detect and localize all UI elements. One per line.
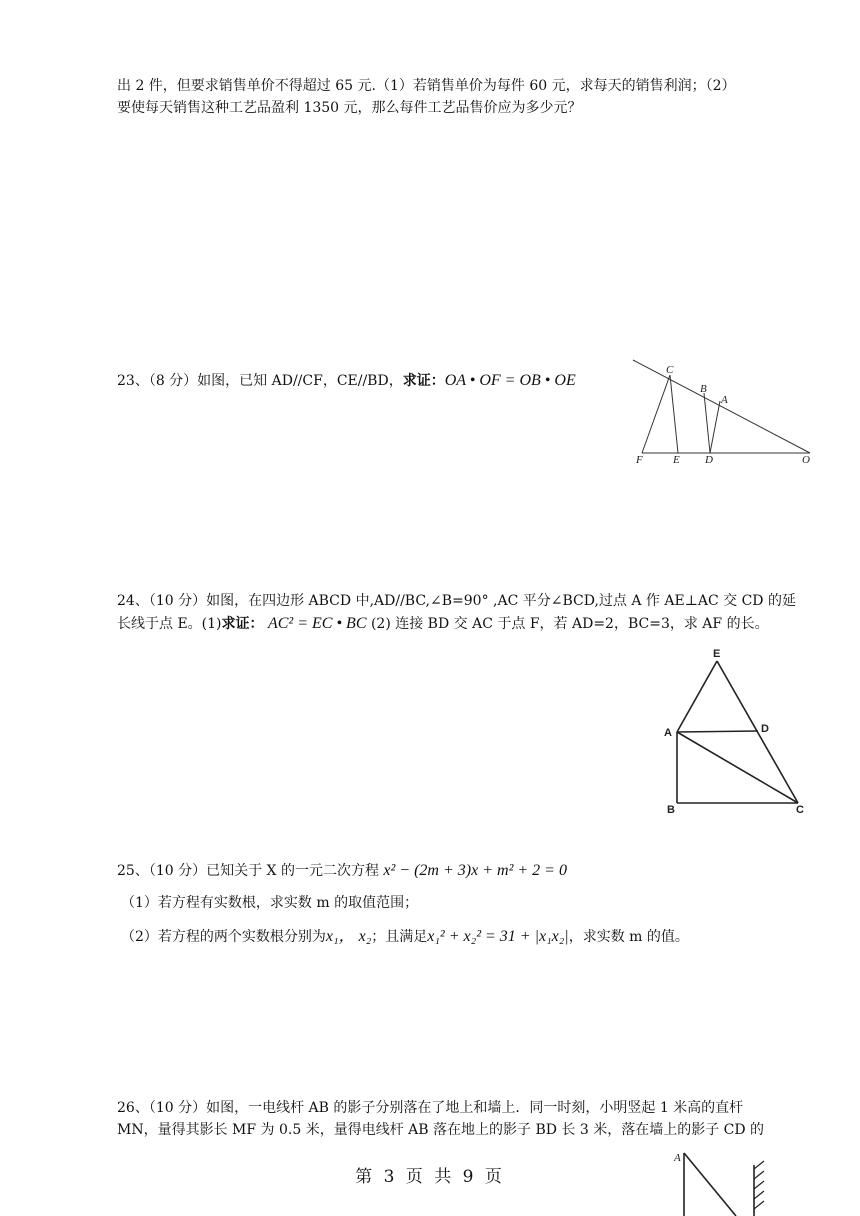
q25-stem-text: 25、（10 分）已知关于 X 的一元二次方程	[117, 863, 379, 879]
q24-line-2-start: 长线于点 E。(1)	[117, 616, 222, 632]
q25-roots: x₁， x₂	[325, 928, 372, 945]
page-footer: 第 3 页 共 9 页	[355, 1167, 505, 1187]
q24-label-c: C	[796, 804, 804, 816]
q22-line-1: 出 2 件，但要求销售单价不得超过 65 元.（1）若销售单价为每件 60 元，求每天的销售利润；（2）	[117, 78, 736, 94]
q25-condition: x₁² + x₂² = 31 + |x₁x₂|	[427, 928, 569, 945]
q24-label-e: E	[713, 648, 721, 660]
q25-part-1: （1）若方程有实数根，求实数 m 的取值范围；	[121, 895, 419, 911]
q23-label-a: A	[721, 394, 728, 406]
q23-label-e: E	[673, 454, 680, 466]
q25-part-2-b: ；且满足	[371, 929, 428, 945]
q24-line-1: 24、（10 分）如图，在四边形 ABCD 中,AD//BC,∠B=90° ,AC 平分∠BCD,过点 A 作 AE⊥AC 交 CD 的延	[117, 593, 796, 609]
q24-figure	[658, 645, 818, 820]
q25-part-2-c: ，求实数 m 的值。	[568, 929, 689, 945]
q23-formula: OA • OF = OB • OE	[444, 372, 576, 389]
q24-formula: AC² = EC • BC	[267, 615, 367, 632]
q23-label-o: O	[802, 454, 810, 466]
q26-line-2: MN，量得其影长 MF 为 0.5 米，量得电线杆 AB 落在地上的影子 BD 长 3 米，落在墙上的影子 CD 的	[117, 1122, 765, 1138]
q24-prove-label: 求证：	[221, 616, 264, 632]
q25-stem	[117, 861, 567, 881]
q23-label-b: B	[700, 383, 707, 395]
q25-part-2	[121, 927, 689, 947]
q25-equation: x² − (2m + 3)x + m² + 2 = 0	[383, 862, 567, 879]
q25-part-2-a: （2）若方程的两个实数根分别为	[121, 929, 326, 945]
q24-label-b: B	[667, 804, 675, 816]
q23-label-d: D	[705, 454, 713, 466]
q23-label-f: F	[636, 454, 643, 466]
q23-label-c: C	[666, 364, 674, 376]
q24-label-d: D	[761, 723, 769, 735]
q23-figure	[628, 355, 818, 467]
q24-line-2	[117, 614, 769, 634]
q23-prefix: 23、（8 分）如图，已知 AD//CF，CE//BD，	[117, 373, 403, 389]
q26-label-a: A	[674, 1152, 681, 1164]
q23-prove-label: 求证：	[402, 373, 445, 389]
q26-line-1: 26、（10 分）如图，一电线杆 AB 的影子分别落在了地上和墙上．同一时刻，小明竖起 1 米高的直杆	[117, 1100, 744, 1116]
q22-line-2: 要使每天销售这种工艺品盈利 1350 元，那么每件工艺品售价应为多少元？	[117, 100, 582, 116]
q24-line-2-end: (2) 连接 BD 交 AC 于点 F，若 AD=2，BC=3，求 AF 的长。	[370, 616, 769, 632]
q24-label-a: A	[664, 727, 672, 739]
q23-text	[117, 371, 576, 391]
